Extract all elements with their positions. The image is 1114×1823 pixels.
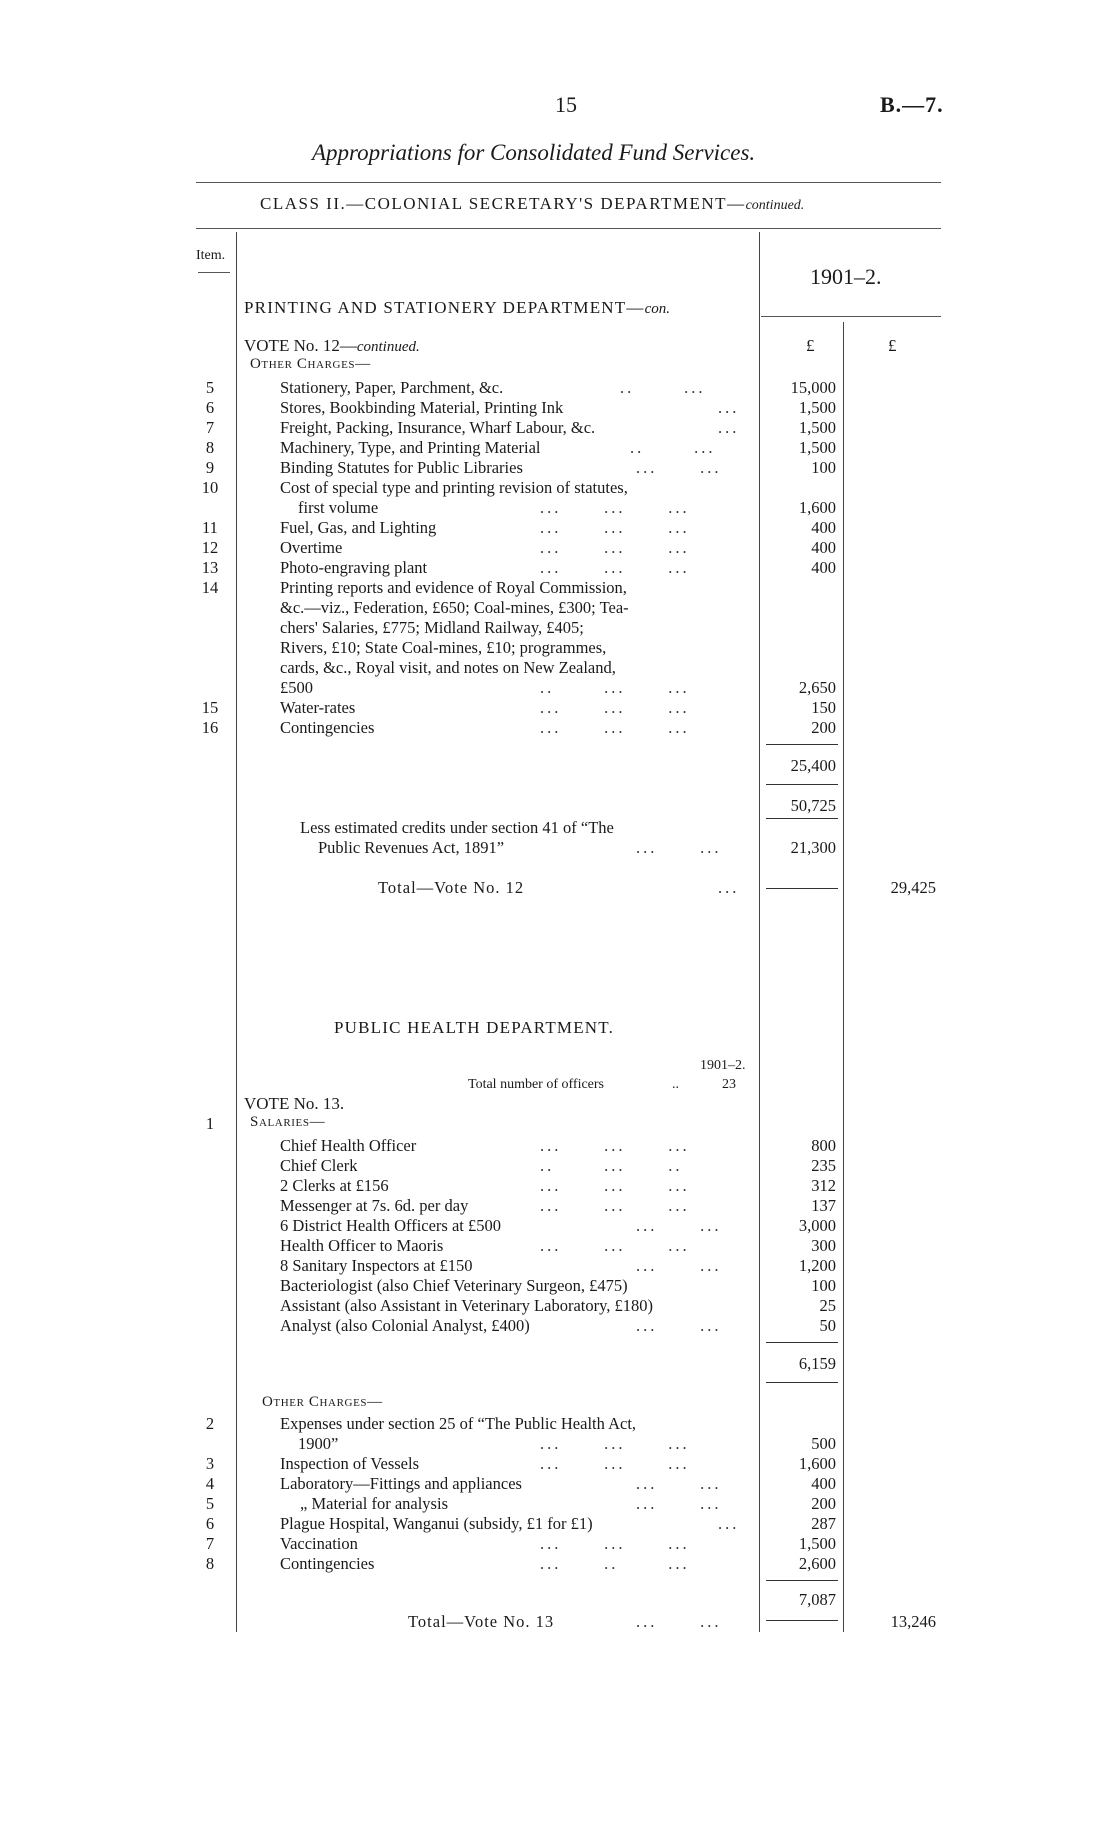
list-item-continuation: chers' Salaries, £775; Midland Railway, £405; bbox=[280, 618, 584, 637]
gross-row: 50,725 bbox=[790, 796, 836, 815]
list-item: 8 Sanitary Inspectors at £150 ... ... 1,200 bbox=[280, 1256, 836, 1275]
list-item: 16 Contingencies ... ... ... 200 bbox=[201, 718, 836, 737]
list-item: Analyst (also Colonial Analyst, £400) ... ... 50 bbox=[280, 1316, 836, 1335]
vote-total-row: Total—Vote No. 12 ... 29,425 bbox=[378, 878, 936, 897]
list-item: Assistant (also Assistant in Veterinary Laboratory, £180) 25 bbox=[280, 1296, 836, 1315]
list-item: 8 Machinery, Type, and Printing Material .. ... 1,500 bbox=[205, 438, 836, 457]
section-heading: Other Charges— bbox=[250, 356, 371, 372]
sum-rule bbox=[766, 744, 838, 745]
vote-heading: VOTE No. 12—continued. bbox=[244, 336, 420, 355]
sum-rule bbox=[766, 1382, 838, 1383]
subtotal-row: 6,159 bbox=[798, 1354, 836, 1373]
list-item: Bacteriologist (also Chief Veterinary Surgeon, £475) 100 bbox=[280, 1276, 836, 1295]
sum-rule bbox=[766, 1580, 838, 1581]
list-item: 13 Photo-engraving plant ... ... ... 400 bbox=[201, 558, 836, 577]
list-item: Chief Clerk .. ... .. 235 bbox=[280, 1156, 836, 1175]
list-item-continuation: 1900” ... ... ... 500 bbox=[298, 1434, 836, 1453]
subtotal-row: 25,400 bbox=[790, 756, 836, 775]
list-item: 10 Cost of special type and printing revision of statutes, bbox=[201, 478, 628, 497]
officers-dots: .. bbox=[672, 1077, 679, 1092]
credits-row-continuation: Public Revenues Act, 1891” ... ... 21,300 bbox=[318, 838, 836, 857]
currency-header: £ bbox=[806, 336, 815, 355]
list-item-continuation: cards, &c., Royal visit, and notes on New Zealand, bbox=[280, 658, 616, 677]
page-number: 15 bbox=[555, 92, 577, 117]
credits-row: Less estimated credits under section 41 of “The bbox=[300, 818, 614, 837]
currency-header: £ bbox=[888, 336, 897, 355]
list-item: 6 Plague Hospital, Wanganui (subsidy, £1 for £1) ... 287 bbox=[205, 1514, 836, 1533]
list-item: 2 Clerks at £156 ... ... ... 312 bbox=[280, 1176, 836, 1195]
divider bbox=[196, 182, 941, 183]
sum-rule bbox=[766, 888, 838, 889]
list-item: 3 Inspection of Vessels ... ... ... 1,600 bbox=[205, 1454, 836, 1473]
list-item: 12 Overtime ... ... ... 400 bbox=[201, 538, 836, 557]
list-item: 11 Fuel, Gas, and Lighting ... ... ... 400 bbox=[202, 518, 836, 537]
list-item: Messenger at 7s. 6d. per day ... ... ... 137 bbox=[280, 1196, 836, 1215]
list-item: 8 Contingencies ... .. ... 2,600 bbox=[205, 1554, 836, 1573]
class-heading: CLASS II.—COLONIAL SECRETARY'S DEPARTMENT—continued. bbox=[260, 194, 805, 213]
vote-heading: VOTE No. 13. bbox=[244, 1094, 345, 1113]
department-heading: PRINTING AND STATIONERY DEPARTMENT—con. bbox=[244, 298, 670, 317]
officers-label: Total number of officers bbox=[468, 1077, 604, 1092]
document-reference: B.—7. bbox=[880, 92, 944, 117]
list-item: 15 Water-rates ... ... ... 150 bbox=[201, 698, 836, 717]
list-item: 5 „ Material for analysis ... ... 200 bbox=[205, 1494, 836, 1513]
list-item-continuation: Rivers, £10; State Coal-mines, £10; programmes, bbox=[280, 638, 607, 657]
officers-year: 1901–2. bbox=[700, 1058, 746, 1073]
list-item-continuation: first volume ... ... ... 1,600 bbox=[298, 498, 836, 517]
sum-rule bbox=[766, 784, 838, 785]
list-item: 14 Printing reports and evidence of Royal Commission, bbox=[201, 578, 627, 597]
divider bbox=[198, 272, 230, 273]
list-item: 5 Stationery, Paper, Parchment, &c. .. ... 15,000 bbox=[205, 378, 836, 397]
section-heading: Other Charges— bbox=[262, 1394, 383, 1410]
divider bbox=[761, 316, 941, 317]
department-heading: PUBLIC HEALTH DEPARTMENT. bbox=[334, 1018, 615, 1037]
page-subtitle: Appropriations for Consolidated Fund Services. bbox=[312, 140, 756, 165]
vote-total-row: Total—Vote No. 13 ... ... 13,246 bbox=[408, 1612, 936, 1631]
list-item: 6 District Health Officers at £500 ... ... 3,000 bbox=[280, 1216, 836, 1235]
list-item: 7 Freight, Packing, Insurance, Wharf Labour, &c. ... 1,500 bbox=[205, 418, 836, 437]
item-column-header: Item. bbox=[196, 248, 226, 263]
list-item-continuation: £500 .. ... ... 2,650 bbox=[280, 678, 836, 697]
list-item: 7 Vaccination ... ... ... 1,500 bbox=[205, 1534, 836, 1553]
year-column-header: 1901–2. bbox=[810, 264, 882, 289]
divider bbox=[196, 228, 941, 229]
sum-rule bbox=[766, 1620, 838, 1621]
section-row: 1 Salaries— bbox=[205, 1114, 326, 1133]
list-item: Health Officer to Maoris ... ... ... 300 bbox=[280, 1236, 836, 1255]
list-item: 2 Expenses under section 25 of “The Public Health Act, bbox=[205, 1414, 637, 1433]
list-item: 9 Binding Statutes for Public Libraries ... ... 100 bbox=[205, 458, 836, 477]
list-item: Chief Health Officer ... ... ... 800 bbox=[280, 1136, 836, 1155]
list-item: 6 Stores, Bookbinding Material, Printing Ink ... 1,500 bbox=[205, 398, 836, 417]
list-item: 4 Laboratory—Fittings and appliances ... ... 400 bbox=[205, 1474, 836, 1493]
sum-rule bbox=[766, 1342, 838, 1343]
list-item-continuation: &c.—viz., Federation, £650; Coal-mines, £300; Tea- bbox=[280, 598, 629, 617]
officers-count: 23 bbox=[722, 1077, 736, 1092]
subtotal-row: 7,087 bbox=[798, 1590, 836, 1609]
